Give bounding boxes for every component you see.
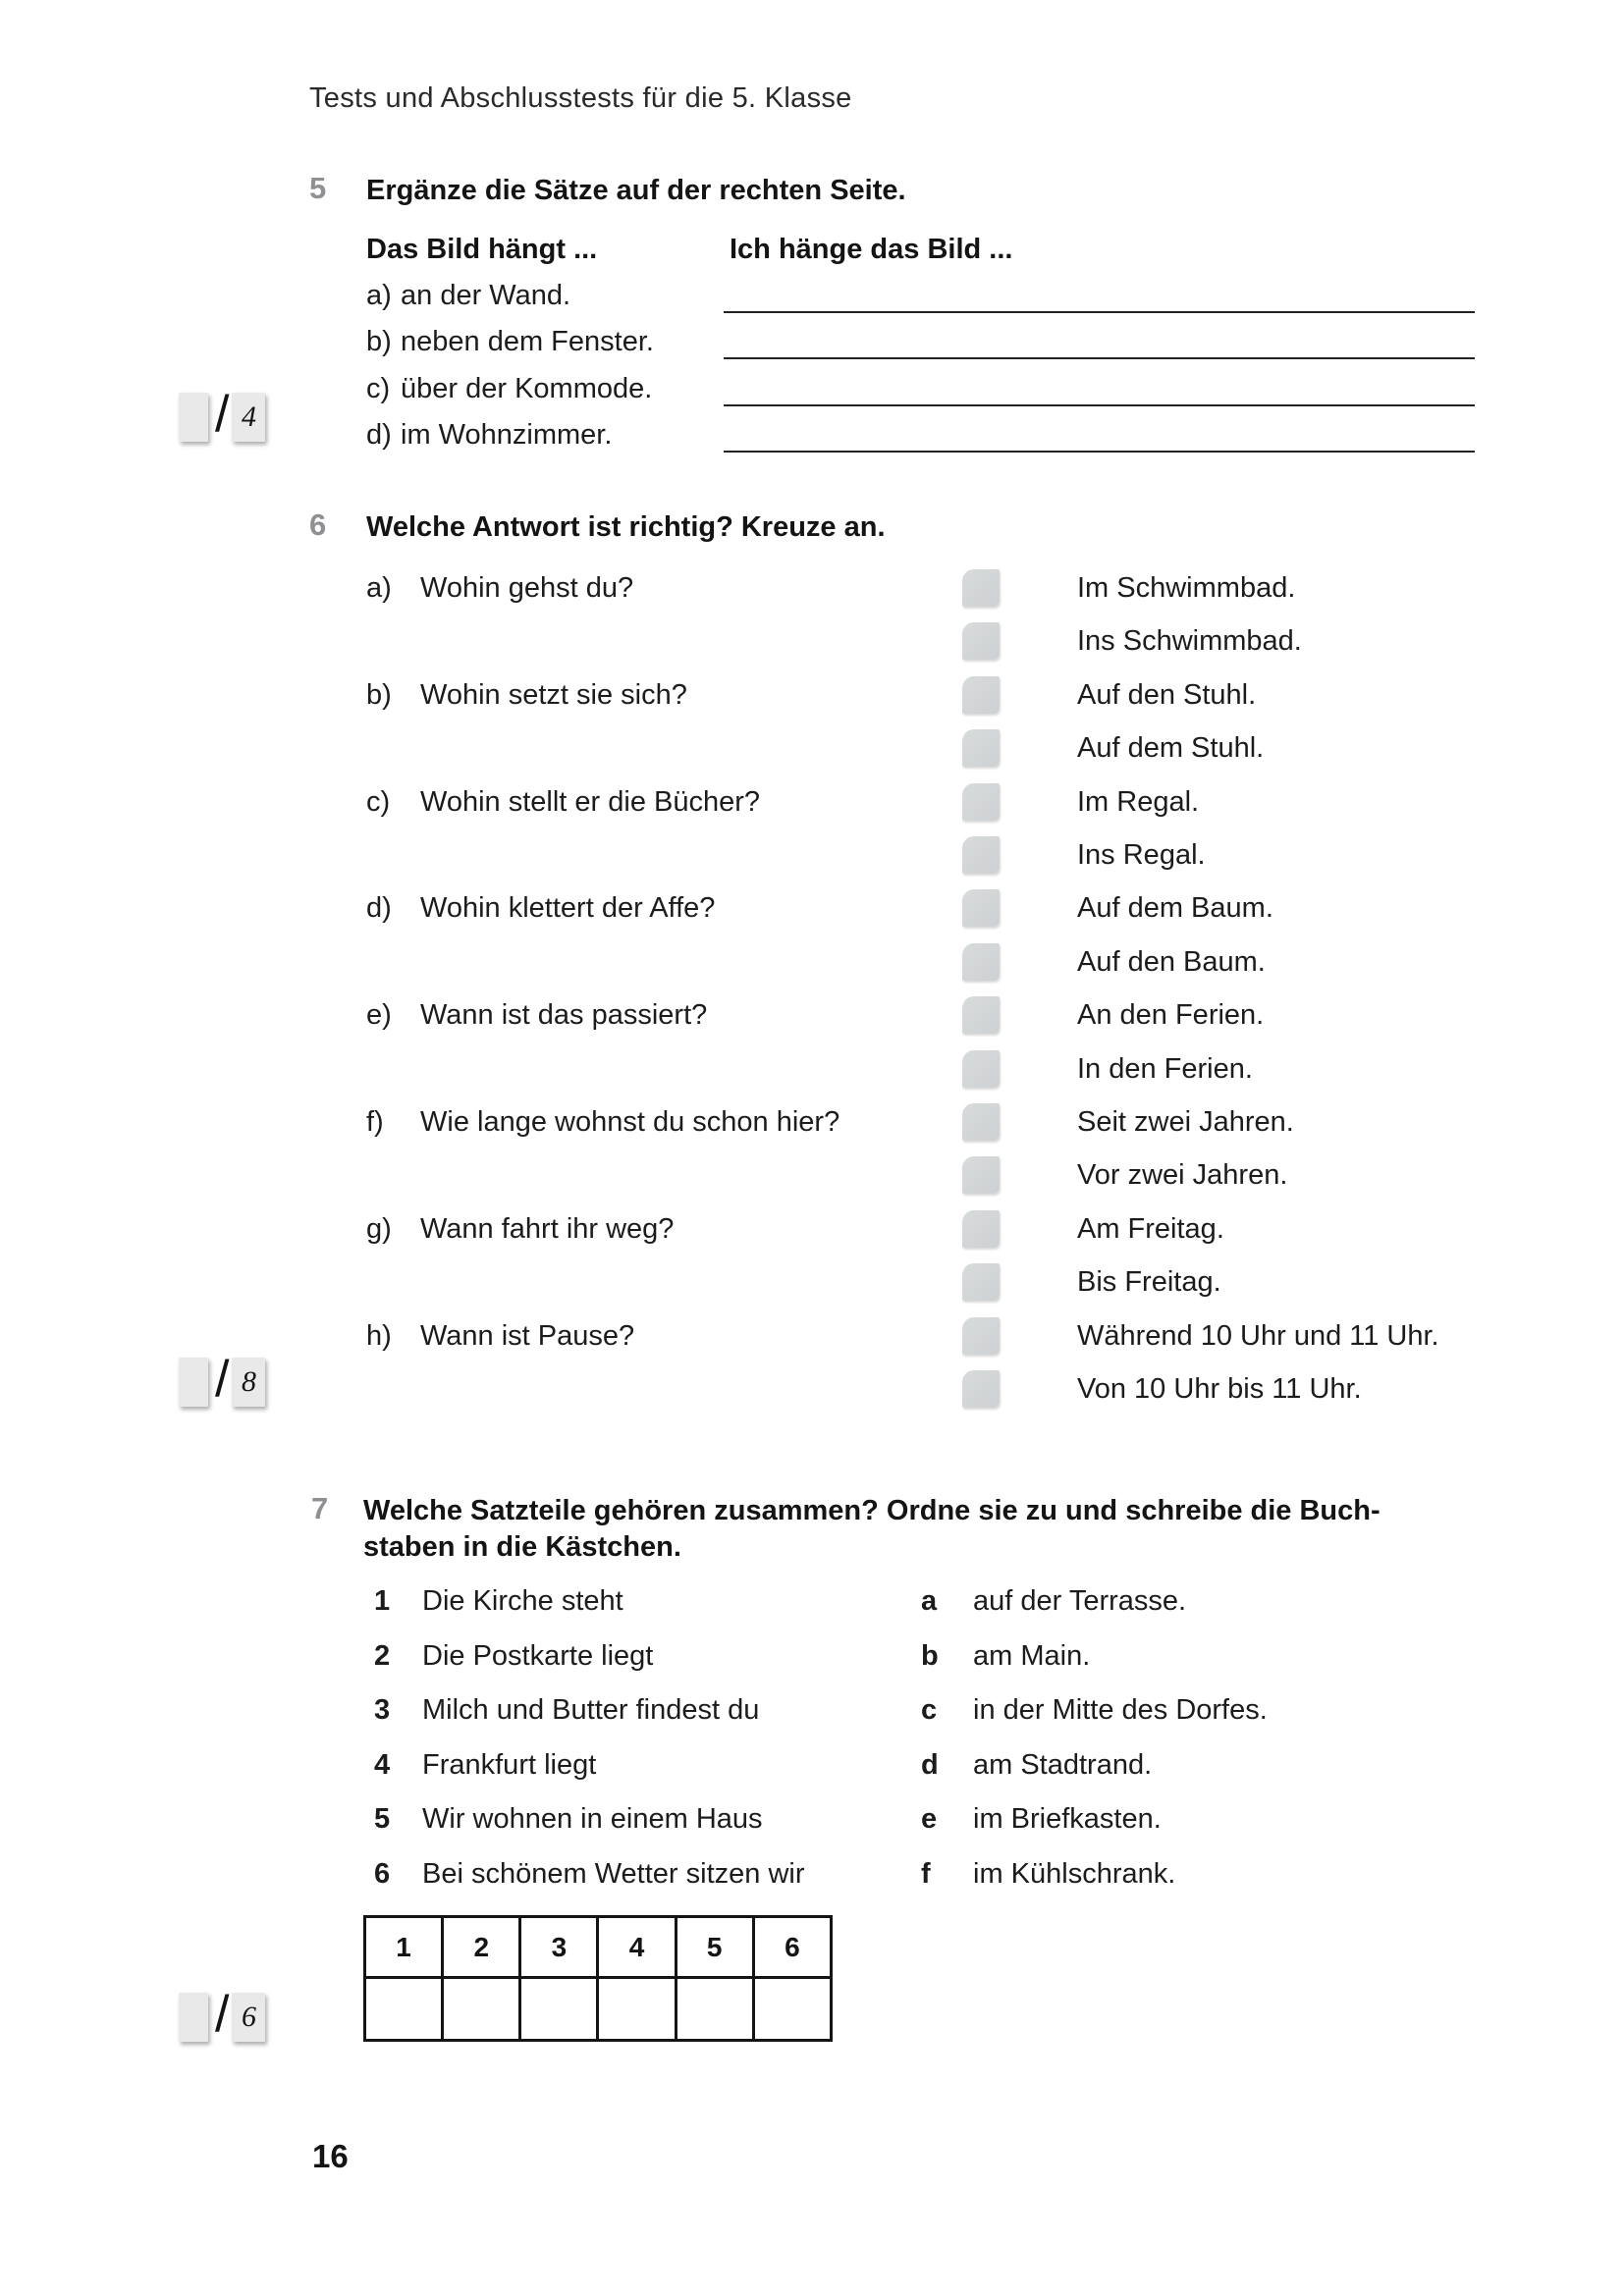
answer-table-header: 1: [365, 1917, 443, 1978]
question-label: d): [366, 892, 392, 924]
answer-option-label: Vor zwei Jahren.: [1077, 1159, 1288, 1191]
match-letter: e: [921, 1803, 938, 1835]
answer-table-header: 5: [676, 1917, 753, 1978]
answer-checkbox[interactable]: [962, 943, 1000, 981]
answer-table-header: 3: [520, 1917, 598, 1978]
answer-option-row: [962, 943, 1266, 981]
exercise7-title-line1: Welche Satzteile gehören zusammen? Ordne sie zu und schreibe die Buch-: [363, 1495, 1380, 1526]
page-number: 16: [312, 2138, 349, 2174]
match-number: 4: [374, 1749, 391, 1781]
item-text: an der Wand.: [401, 280, 571, 311]
question-text: Wann ist das passiert?: [420, 999, 708, 1031]
question-text: Wie lange wohnst du schon hier?: [420, 1106, 840, 1138]
match-row: [374, 1691, 1268, 1729]
answer-option-label: Im Regal.: [1077, 786, 1200, 818]
answer-option-label: Auf dem Stuhl.: [1077, 732, 1265, 764]
answer-checkbox[interactable]: [962, 1317, 1000, 1355]
answer-option-label: Während 10 Uhr und 11 Uhr.: [1077, 1320, 1439, 1352]
question-label: f): [366, 1106, 384, 1138]
answer-option-row: [962, 1050, 1253, 1088]
answer-checkbox[interactable]: [962, 1156, 1000, 1194]
exercise7-title-line2: staben in die Kästchen.: [363, 1531, 681, 1563]
answer-checkbox[interactable]: [962, 676, 1000, 714]
match-left-text: Die Kirche steht: [422, 1585, 623, 1617]
match-row: [374, 1746, 1152, 1784]
answer-option-label: Seit zwei Jahren.: [1077, 1106, 1294, 1138]
answer-option-row: [962, 783, 1199, 821]
match-row: [374, 1800, 1162, 1838]
exercise6-question: [366, 783, 760, 821]
match-left-text: Wir wohnen in einem Haus: [422, 1803, 763, 1835]
exercise5-item: [366, 281, 570, 311]
item-label: d): [366, 419, 392, 451]
exercise6-question: [366, 1210, 674, 1248]
answer-option-label: Bis Freitag.: [1077, 1266, 1221, 1298]
running-header: Tests und Abschlusstests für die 5. Klasse: [309, 82, 852, 114]
answer-write-line[interactable]: [724, 404, 1475, 406]
exercise6-question: [366, 1317, 634, 1355]
question-label: b): [366, 679, 392, 711]
answer-table-header-row: [365, 1917, 832, 1978]
answer-table-cell[interactable]: [365, 1978, 443, 2041]
question-label: a): [366, 572, 392, 604]
answer-option-row: [962, 1103, 1294, 1141]
answer-checkbox[interactable]: [962, 889, 1000, 927]
answer-option-label: Ins Schwimmbad.: [1077, 625, 1302, 657]
answer-checkbox[interactable]: [962, 1263, 1000, 1301]
answer-option-label: Auf dem Baum.: [1077, 892, 1273, 924]
match-number: 2: [374, 1640, 391, 1672]
exercise5-item: [366, 420, 612, 451]
question-label: e): [366, 999, 392, 1031]
match-letter: f: [921, 1858, 931, 1890]
exercise6-title: Welche Antwort ist richtig? Kreuze an.: [366, 511, 886, 543]
match-left-text: Milch und Butter findest du: [422, 1694, 760, 1726]
answer-table: [363, 1915, 833, 2042]
answer-checkbox[interactable]: [962, 783, 1000, 821]
exercise6-number: 6: [309, 507, 327, 542]
question-text: Wohin gehst du?: [420, 572, 634, 604]
match-letter: d: [921, 1749, 939, 1781]
match-right-text: in der Mitte des Dorfes.: [973, 1694, 1268, 1726]
match-number: 3: [374, 1694, 391, 1726]
answer-option-row: [962, 1370, 1362, 1408]
exercise6-question: [366, 889, 715, 927]
exercise5-title: Ergänze die Sätze auf der rechten Seite.: [366, 175, 906, 206]
item-text: neben dem Fenster.: [401, 326, 654, 357]
answer-option-row: [962, 836, 1206, 874]
answer-option-label: Am Freitag.: [1077, 1213, 1224, 1245]
item-label: c): [366, 373, 391, 404]
item-label: b): [366, 326, 392, 357]
score-max-box: 6: [232, 1993, 265, 2042]
question-label: g): [366, 1213, 392, 1245]
answer-table-cell[interactable]: [520, 1978, 598, 2041]
score-max-box: 8: [232, 1358, 265, 1407]
score-slash: /: [215, 1351, 230, 1408]
answer-option-label: In den Ferien.: [1077, 1053, 1253, 1085]
answer-checkbox[interactable]: [962, 836, 1000, 874]
item-text: über der Kommode.: [401, 373, 653, 404]
score-earned-box[interactable]: [179, 1358, 208, 1407]
answer-option-row: [962, 996, 1264, 1034]
match-right-text: am Main.: [973, 1640, 1091, 1672]
match-right-text: im Briefkasten.: [973, 1803, 1162, 1835]
match-left-text: Bei schönem Wetter sitzen wir: [422, 1858, 805, 1890]
answer-checkbox[interactable]: [962, 729, 1000, 767]
answer-write-line[interactable]: [724, 357, 1475, 359]
answer-option-label: Ins Regal.: [1077, 839, 1206, 871]
score-earned-box[interactable]: [179, 1993, 208, 2042]
answer-option-row: [962, 676, 1256, 714]
exercise5-score-widget: [179, 386, 265, 446]
answer-table-cell[interactable]: [676, 1978, 753, 2041]
match-number: 5: [374, 1803, 391, 1835]
answer-checkbox[interactable]: [962, 1103, 1000, 1141]
answer-option-row: [962, 729, 1264, 767]
exercise5-number: 5: [309, 171, 327, 205]
match-right-text: auf der Terrasse.: [973, 1585, 1187, 1617]
answer-checkbox[interactable]: [962, 622, 1000, 660]
score-earned-box[interactable]: [179, 393, 208, 442]
exercise6-question: [366, 676, 687, 714]
match-number: 6: [374, 1858, 391, 1890]
answer-checkbox[interactable]: [962, 1210, 1000, 1248]
answer-write-line[interactable]: [724, 311, 1475, 313]
answer-option-row: [962, 1317, 1439, 1355]
match-letter: b: [921, 1640, 939, 1672]
score-slash: /: [215, 1986, 230, 2043]
match-row: [374, 1637, 1090, 1675]
answer-table-header: 6: [753, 1917, 831, 1978]
answer-table-header: 4: [598, 1917, 676, 1978]
answer-option-row: [962, 622, 1302, 660]
exercise7-number: 7: [311, 1491, 329, 1525]
answer-checkbox[interactable]: [962, 1370, 1000, 1408]
exercise5-item: [366, 327, 654, 357]
answer-table-cell[interactable]: [443, 1978, 520, 2041]
exercise5-item: [366, 374, 652, 404]
answer-table-header: 2: [443, 1917, 520, 1978]
exercise5-column-left-heading: Das Bild hängt ...: [366, 234, 598, 265]
match-right-text: im Kühlschrank.: [973, 1858, 1176, 1890]
answer-table-cell[interactable]: [753, 1978, 831, 2041]
score-slash: /: [215, 386, 230, 443]
answer-option-row: [962, 889, 1273, 927]
answer-checkbox[interactable]: [962, 996, 1000, 1034]
match-letter: c: [921, 1694, 938, 1726]
question-text: Wohin stellt er die Bücher?: [420, 786, 761, 818]
answer-option-row: [962, 1263, 1221, 1301]
answer-write-line[interactable]: [724, 451, 1475, 453]
question-text: Wann ist Pause?: [420, 1320, 635, 1352]
answer-option-label: Auf den Stuhl.: [1077, 679, 1257, 711]
question-text: Wohin klettert der Affe?: [420, 892, 716, 924]
question-label: c): [366, 786, 391, 818]
score-max-box: 4: [232, 393, 265, 442]
question-text: Wohin setzt sie sich?: [420, 679, 687, 711]
question-text: Wann fahrt ihr weg?: [420, 1213, 675, 1245]
match-left-text: Die Postkarte liegt: [422, 1640, 654, 1672]
answer-checkbox[interactable]: [962, 1050, 1000, 1088]
match-right-text: am Stadtrand.: [973, 1749, 1153, 1781]
answer-table-cell[interactable]: [598, 1978, 676, 2041]
exercise6-question: [366, 569, 633, 607]
answer-option-row: [962, 569, 1295, 607]
item-label: a): [366, 280, 392, 311]
answer-option-row: [962, 1210, 1224, 1248]
exercise6-question: [366, 996, 707, 1034]
match-left-text: Frankfurt liegt: [422, 1749, 597, 1781]
answer-option-label: Im Schwimmbad.: [1077, 572, 1296, 604]
match-row: [374, 1855, 1175, 1893]
question-label: h): [366, 1320, 392, 1352]
exercise6-question: [366, 1103, 839, 1141]
answer-option-label: Auf den Baum.: [1077, 946, 1266, 978]
match-letter: a: [921, 1585, 938, 1617]
item-text: im Wohnzimmer.: [401, 419, 613, 451]
answer-checkbox[interactable]: [962, 569, 1000, 607]
exercise7-score-widget: [179, 1986, 265, 2046]
exercise6-score-widget: [179, 1351, 265, 1411]
answer-option-label: Von 10 Uhr bis 11 Uhr.: [1077, 1373, 1362, 1405]
match-row: [374, 1582, 1186, 1620]
match-number: 1: [374, 1585, 391, 1617]
exercise5-column-right-heading: Ich hänge das Bild ...: [730, 234, 1013, 265]
answer-table-input-row: [365, 1978, 832, 2041]
answer-option-label: An den Ferien.: [1077, 999, 1265, 1031]
answer-option-row: [962, 1156, 1287, 1194]
